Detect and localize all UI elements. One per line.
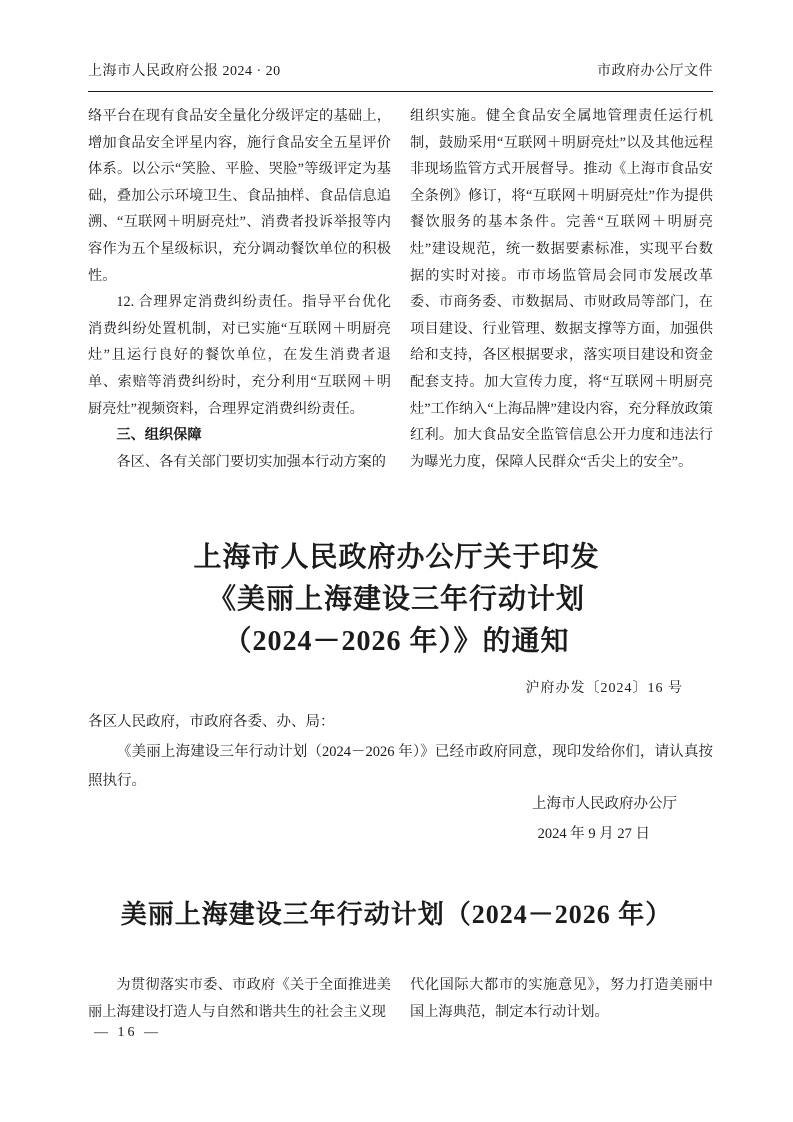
previous-article-right-column bbox=[410, 103, 713, 475]
paragraph: 组织实施。健全食品安全属地管理责任运行机制，鼓励采用“互联网＋明厨亮灶”以及其他远程非现场监管方式开展督导。推动《上海市食品安全条例》修订，将“互联网＋明厨亮灶”作为提供餐饮服务的基本条件。完善“互联网＋明厨亮灶”建设规范，统一数据要素标准，实现平台数据的实时对接。市市场监管局会同市发展改革委、市商务委、市数据局、市财政局等部门，在项目建设、行业管理、数据支撑等方面，加强供给和支持，各区根据要求，落实项目建设和资金配套支持。加大宣传力度，将“互联网＋明厨亮灶”工作纳入“上海品牌”建设内容，充分释放政策红利。加大食品安全监管信息公开力度和违法行为曝光力度，保障人民群众“舌尖上的安全”。 bbox=[410, 108, 713, 470]
header-gazette-title: 上海市人民政府公报 2024 · 20 bbox=[88, 64, 281, 79]
plan-intro-left-column bbox=[88, 972, 391, 1025]
plan-intro-right-column bbox=[410, 972, 713, 1025]
notice-title-line-3: （2024－2026 年）》的通知 bbox=[223, 626, 570, 657]
plan-intro-columns bbox=[88, 972, 713, 1025]
paragraph: 12. 合理界定消费纠纷责任。指导平台优化消费纠纷处置机制，对已实施“互联网＋明厨亮灶”且运行良好的餐饮单位，在发生消费者退单、索赔等消费纠纷时，充分利用“互联网＋明厨亮灶”视频资料，合理界定消费纠纷责任。 bbox=[88, 294, 391, 417]
notice-signer: 上海市人民政府办公厅 bbox=[532, 796, 677, 812]
document-number: 沪府办发〔2024〕16 号 bbox=[525, 681, 683, 696]
previous-article-columns bbox=[88, 103, 713, 475]
paragraph: 络平台在现有食品安全量化分级评定的基础上，增加食品安全评星内容，施行食品安全五星评价体系。以公示“笑脸、平脸、哭脸”等级评定为基础，叠加公示环境卫生、食品抽样、食品信息追溯、“互联网＋明厨亮灶”、消费者投诉举报等内容作为五个星级标识，充分调动餐饮单位的积极性。 bbox=[88, 108, 391, 284]
paragraph: 各区、各有关部门要切实加强本行动方案的 bbox=[116, 453, 386, 470]
notice-title bbox=[0, 537, 793, 663]
previous-article-left-column bbox=[88, 103, 391, 475]
paragraph: 为贯彻落实市委、市政府《关于全面推进美丽上海建设打造人与自然和谐共生的社会主义现 bbox=[88, 977, 391, 1020]
page-number: — 16 — bbox=[94, 1025, 161, 1040]
paragraph: 代化国际大都市的实施意见》，努力打造美丽中国上海典范，制定本行动计划。 bbox=[410, 977, 713, 1020]
notice-title-line-2: 《美丽上海建设三年行动计划 bbox=[207, 584, 585, 615]
page-header bbox=[88, 60, 713, 80]
section-heading: 三、组织保障 bbox=[116, 427, 202, 444]
plan-title: 美丽上海建设三年行动计划（2024－2026 年） bbox=[120, 900, 673, 929]
notice-salutation: 各区人民政府，市政府各委、办、局： bbox=[88, 714, 335, 730]
notice-date: 2024 年 9 月 27 日 bbox=[537, 826, 650, 842]
notice-body: 《美丽上海建设三年行动计划（2024－2026 年）》已经市政府同意，现印发给你们，请认真按照执行。 bbox=[88, 744, 713, 789]
notice-title-line-1: 上海市人民政府办公厅关于印发 bbox=[193, 542, 600, 573]
header-rule bbox=[88, 91, 713, 92]
header-section-label: 市政府办公厅文件 bbox=[597, 64, 713, 79]
